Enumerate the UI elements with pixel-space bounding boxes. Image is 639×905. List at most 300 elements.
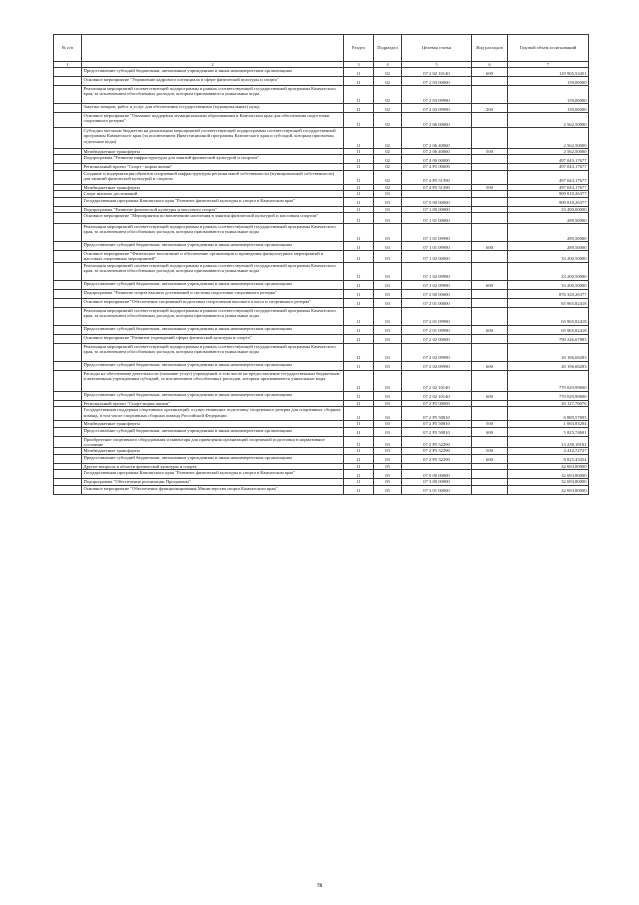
row-subsection-cell: 03 xyxy=(374,454,402,463)
row-subsection-cell: 02 xyxy=(374,86,402,104)
table-row xyxy=(54,170,589,184)
row-amount-cell: 497 043,17677 xyxy=(508,170,589,184)
row-subsection-cell: 03 xyxy=(374,448,402,454)
row-subsection-cell: 03 xyxy=(374,251,402,263)
row-number-cell xyxy=(54,262,82,280)
row-subsection-cell: 02 xyxy=(374,68,402,77)
row-amount-cell: 770 029,99600 xyxy=(508,370,589,391)
row-section-cell: 11 xyxy=(344,470,374,479)
row-section-cell: 11 xyxy=(344,251,374,263)
row-target-article-cell: 07 2 03 09990 xyxy=(402,104,472,113)
row-expense-type-cell: 200 xyxy=(472,104,508,113)
row-amount-cell: 2 562,50000 xyxy=(508,128,589,149)
row-target-article-cell: 07 2 P5 52290 xyxy=(402,454,472,463)
header-target-article: Целевая статья xyxy=(402,35,472,62)
row-subsection-cell: 03 xyxy=(374,262,402,280)
table-row xyxy=(54,213,589,224)
row-number-cell xyxy=(54,197,82,206)
row-amount-cell: 8 825,45454 xyxy=(508,454,589,463)
table-row xyxy=(54,280,589,289)
row-amount-cell: 790 226,67883 xyxy=(508,334,589,343)
row-expense-type-cell xyxy=(472,370,508,391)
row-amount-cell: 20 127,76076 xyxy=(508,400,589,406)
row-number-cell xyxy=(54,77,82,86)
row-section-cell: 11 xyxy=(344,307,374,325)
page-number: 78 xyxy=(317,884,322,889)
row-name-cell: Предоставление субсидий бюджетным, автономным учреждениям и иным некоммерческим организациям xyxy=(82,242,344,251)
row-section-cell: 11 xyxy=(344,427,374,436)
row-subsection-cell: 03 xyxy=(374,206,402,212)
row-target-article-cell: 07 1 02 09990 xyxy=(402,280,472,289)
row-name-cell: Приобретение спортивного оборудования и инвентаря для приведения организаций спортивной подготовки в нормативное состояние xyxy=(82,436,344,448)
row-name-cell: Межбюджетные трансферты xyxy=(82,421,344,427)
row-name-cell: Предоставление субсидий бюджетным, автономным учреждениям и иным некоммерческим организациям xyxy=(82,280,344,289)
row-subsection-cell: 03 xyxy=(374,421,402,427)
row-amount-cell: 33 490,00000 xyxy=(508,206,589,212)
row-number-cell xyxy=(54,298,82,307)
table-row xyxy=(54,251,589,263)
row-section-cell: 11 xyxy=(344,206,374,212)
row-subsection-cell: 03 xyxy=(374,427,402,436)
row-subsection-cell: 03 xyxy=(374,361,402,370)
row-name-cell: Предоставление субсидий бюджетным, автономным учреждениям и иным некоммерческим организациям xyxy=(82,325,344,334)
row-section-cell: 11 xyxy=(344,421,374,427)
row-amount-cell: 32 693,80000 xyxy=(508,479,589,485)
row-subsection-cell: 03 xyxy=(374,280,402,289)
row-number-cell xyxy=(54,242,82,251)
row-amount-cell: 20 196,68283 xyxy=(508,361,589,370)
row-number-cell xyxy=(54,155,82,164)
row-section-cell: 11 xyxy=(344,436,374,448)
row-name-cell: Основное мероприятие "Развитие учреждений сферы физической культуры и спорта" xyxy=(82,334,344,343)
row-name-cell: Предоставление субсидий бюджетным, автономным учреждениям и иным некоммерческим организациям xyxy=(82,68,344,77)
row-target-article-cell: 07 1 01 09990 xyxy=(402,224,472,242)
row-amount-cell: 65 965,82418 xyxy=(508,325,589,334)
row-number-cell xyxy=(54,251,82,263)
table-row xyxy=(54,343,589,361)
row-amount-cell: 65 965,82418 xyxy=(508,307,589,325)
row-name-cell: Межбюджетные трансферты xyxy=(82,184,344,190)
row-target-article-cell: 07 4 00 00000 xyxy=(402,155,472,164)
row-number-cell xyxy=(54,325,82,334)
row-amount-cell: 13 238,18181 xyxy=(508,436,589,448)
row-section-cell: 11 xyxy=(344,262,374,280)
header-subsection: Подраздел xyxy=(374,35,402,62)
row-subsection-cell: 02 xyxy=(374,128,402,149)
row-amount-cell: 2 562,50000 xyxy=(508,113,589,128)
row-subsection-cell: 05 xyxy=(374,463,402,469)
row-section-cell: 11 xyxy=(344,213,374,224)
row-number-cell xyxy=(54,470,82,479)
row-number-cell xyxy=(54,224,82,242)
header-annual-amount: Годовой объем ассигнований xyxy=(508,35,589,62)
row-name-cell: Расходы на обеспечение деятельности (оказание услуг) учреждений, в том числе на предоставление государственным бюджетным и автономным учреждениям субсидий, за исключением обособленных расходов, которым присваиваются уникальные коды xyxy=(82,370,344,391)
row-expense-type-cell xyxy=(472,262,508,280)
row-amount-cell: 876 320,26377 xyxy=(508,289,589,298)
table-row xyxy=(54,197,589,206)
row-section-cell: 11 xyxy=(344,164,374,170)
row-target-article-cell: 07 4 P5 51390 xyxy=(402,170,472,184)
row-target-article-cell: 07 2 06 40060 xyxy=(402,149,472,155)
row-number-cell xyxy=(54,307,82,325)
table-row xyxy=(54,391,589,400)
row-expense-type-cell: 600 xyxy=(472,68,508,77)
row-section-cell: 11 xyxy=(344,400,374,406)
row-expense-type-cell xyxy=(472,224,508,242)
row-number-cell xyxy=(54,280,82,289)
table-body xyxy=(54,68,589,495)
column-number-1: 1 xyxy=(54,62,82,68)
row-name-cell: Межбюджетные трансферты xyxy=(82,448,344,454)
table-row xyxy=(54,370,589,391)
row-target-article-cell: 07 4 P5 00000 xyxy=(402,164,472,170)
row-section-cell: 11 xyxy=(344,334,374,343)
row-target-article-cell: 07 2 02 00000 xyxy=(402,334,472,343)
row-name-cell: Основное мероприятие "Оказание поддержки муниципальным образованиям в Камчатском крае для обеспечения подготовки спортивного резерва" xyxy=(82,113,344,128)
row-name-cell: Реализация мероприятий соответствующей подпрограммы в рамках соответствующей государственной программы Камчатского края, за исключением обособленных расходов, которым присваиваются уникальные коды xyxy=(82,86,344,104)
row-amount-cell: 289,50000 xyxy=(508,213,589,224)
row-number-cell xyxy=(54,334,82,343)
table-row xyxy=(54,307,589,325)
row-section-cell: 11 xyxy=(344,149,374,155)
column-number-4: 4 xyxy=(374,62,402,68)
row-name-cell: Основное мероприятие "Управление кадрового потенциала в сфере физической культуры и спорта" xyxy=(82,77,344,86)
row-subsection-cell: 02 xyxy=(374,184,402,190)
table-row xyxy=(54,68,589,77)
row-target-article-cell: 07 1 01 09990 xyxy=(402,242,472,251)
row-amount-cell: 5 825,74691 xyxy=(508,427,589,436)
row-expense-type-cell xyxy=(472,77,508,86)
row-amount-cell: 32 693,80000 xyxy=(508,470,589,479)
row-section-cell: 11 xyxy=(344,361,374,370)
row-expense-type-cell xyxy=(472,86,508,104)
table-row xyxy=(54,325,589,334)
row-subsection-cell: 03 xyxy=(374,334,402,343)
row-number-cell xyxy=(54,454,82,463)
table-row xyxy=(54,298,589,307)
row-amount-cell: 770 029,99600 xyxy=(508,391,589,400)
row-target-article-cell: 07 1 02 09990 xyxy=(402,262,472,280)
row-expense-type-cell xyxy=(472,485,508,494)
row-amount-cell: 33 200,50000 xyxy=(508,262,589,280)
table-row xyxy=(54,454,589,463)
row-target-article-cell: 07 4 P5 51390 xyxy=(402,184,472,190)
row-expense-type-cell: 600 xyxy=(472,427,508,436)
row-subsection-cell: 02 xyxy=(374,77,402,86)
table-row xyxy=(54,361,589,370)
row-target-article-cell: 07 2 06 00000 xyxy=(402,113,472,128)
row-target-article-cell: 07 2 06 40060 xyxy=(402,128,472,149)
table-row xyxy=(54,77,589,86)
row-target-article-cell: 07 2 02 09990 xyxy=(402,343,472,361)
row-name-cell: Подпрограмма "Развитие спорта высших достижений и системы подготовки спортивного резерва" xyxy=(82,289,344,298)
row-name-cell: Подпрограмма "Обеспечение реализации Программы" xyxy=(82,479,344,485)
row-expense-type-cell xyxy=(472,170,508,184)
row-expense-type-cell xyxy=(472,128,508,149)
row-expense-type-cell xyxy=(472,155,508,164)
row-number-cell xyxy=(54,407,82,421)
row-subsection-cell: 05 xyxy=(374,479,402,485)
row-target-article-cell: 07 2 P5 50810 xyxy=(402,407,472,421)
row-section-cell: 11 xyxy=(344,242,374,251)
row-expense-type-cell xyxy=(472,334,508,343)
row-name-cell: Создание и модернизация объектов спортивной инфраструктуры региональной собственности (муниципальной собственности) для занятий физической культурой и спортом xyxy=(82,170,344,184)
table-row xyxy=(54,407,589,421)
row-name-cell: Спорт высших достижений xyxy=(82,191,344,197)
row-subsection-cell: 03 xyxy=(374,391,402,400)
table-row xyxy=(54,86,589,104)
row-amount-cell: 159,00000 xyxy=(508,104,589,113)
row-amount-cell: 32 693,80000 xyxy=(508,463,589,469)
table-row xyxy=(54,289,589,298)
row-target-article-cell: 07 2 01 09990 xyxy=(402,325,472,334)
row-section-cell: 11 xyxy=(344,454,374,463)
row-number-cell xyxy=(54,170,82,184)
table-row xyxy=(54,224,589,242)
row-subsection-cell: 03 xyxy=(374,370,402,391)
row-amount-cell: 159,00000 xyxy=(508,86,589,104)
column-number-3: 3 xyxy=(344,62,374,68)
table-row xyxy=(54,113,589,128)
row-name-cell: Основное мероприятие "Обеспечение спортивной подготовки спортсменов высокого класса и спортивного резерва" xyxy=(82,298,344,307)
row-subsection-cell: 03 xyxy=(374,213,402,224)
row-expense-type-cell: 600 xyxy=(472,325,508,334)
table-row xyxy=(54,485,589,494)
row-name-cell: Основное мероприятие "Мероприятия по вовлечению населения в занятия физической культурой и массовым спортом" xyxy=(82,213,344,224)
header-number: № п/п xyxy=(54,35,82,62)
table-row xyxy=(54,155,589,164)
row-section-cell: 11 xyxy=(344,86,374,104)
row-amount-cell: 129 905,53451 xyxy=(508,68,589,77)
row-subsection-cell: 03 xyxy=(374,307,402,325)
column-number-7: 7 xyxy=(508,62,589,68)
row-section-cell: 11 xyxy=(344,77,374,86)
row-amount-cell: 159,00000 xyxy=(508,77,589,86)
row-subsection-cell: 05 xyxy=(374,485,402,494)
row-target-article-cell: 07 2 P5 50810 xyxy=(402,421,472,427)
row-amount-cell: 6 889,57895 xyxy=(508,407,589,421)
row-section-cell: 11 xyxy=(344,155,374,164)
row-number-cell xyxy=(54,436,82,448)
row-section-cell: 11 xyxy=(344,170,374,184)
table-row xyxy=(54,334,589,343)
row-expense-type-cell: 600 xyxy=(472,242,508,251)
row-subsection-cell: 02 xyxy=(374,170,402,184)
row-amount-cell: 65 965,82418 xyxy=(508,298,589,307)
row-name-cell: Государственная программа Камчатского края "Развитие физической культуры и спорта в Камчатском крае" xyxy=(82,470,344,479)
row-section-cell: 11 xyxy=(344,184,374,190)
row-amount-cell: 2 562,50000 xyxy=(508,149,589,155)
row-number-cell xyxy=(54,68,82,77)
row-expense-type-cell xyxy=(472,307,508,325)
row-section-cell: 11 xyxy=(344,68,374,77)
row-expense-type-cell: 500 xyxy=(472,421,508,427)
row-target-article-cell: 07 3 01 00000 xyxy=(402,485,472,494)
row-amount-cell: 497 043,17677 xyxy=(508,184,589,190)
row-expense-type-cell: 600 xyxy=(472,454,508,463)
row-number-cell xyxy=(54,128,82,149)
row-expense-type-cell: 600 xyxy=(472,391,508,400)
row-expense-type-cell xyxy=(472,289,508,298)
row-subsection-cell: 03 xyxy=(374,436,402,448)
row-name-cell: Государственная программа Камчатского края "Развитие физической культуры и спорта в Камчатском крае" xyxy=(82,197,344,206)
table-row xyxy=(54,128,589,149)
row-target-article-cell: 07 2 02 10140 xyxy=(402,370,472,391)
row-expense-type-cell: 600 xyxy=(472,361,508,370)
row-name-cell: Предоставление субсидий бюджетным, автономным учреждениям и иным некоммерческим организациям xyxy=(82,391,344,400)
row-number-cell xyxy=(54,289,82,298)
row-target-article-cell: 07 2 01 09990 xyxy=(402,307,472,325)
row-subsection-cell: 03 xyxy=(374,400,402,406)
row-target-article-cell: 07 2 P5 52290 xyxy=(402,436,472,448)
row-subsection-cell: 05 xyxy=(374,470,402,479)
row-number-cell xyxy=(54,343,82,361)
column-number-5: 5 xyxy=(402,62,472,68)
row-target-article-cell: 07 2 01 00000 xyxy=(402,298,472,307)
row-target-article-cell: 07 2 P5 52290 xyxy=(402,448,472,454)
row-number-cell xyxy=(54,104,82,113)
row-section-cell: 11 xyxy=(344,448,374,454)
row-number-cell xyxy=(54,391,82,400)
header-section: Раздел xyxy=(344,35,374,62)
column-number-6: 6 xyxy=(472,62,508,68)
row-amount-cell: 33 200,50000 xyxy=(508,280,589,289)
row-section-cell: 11 xyxy=(344,128,374,149)
row-expense-type-cell: 500 xyxy=(472,149,508,155)
row-section-cell: 11 xyxy=(344,280,374,289)
row-subsection-cell: 02 xyxy=(374,164,402,170)
row-expense-type-cell xyxy=(472,213,508,224)
row-section-cell: 11 xyxy=(344,479,374,485)
row-target-article-cell: 07 2 03 09990 xyxy=(402,86,472,104)
row-target-article-cell: 07 2 P5 50810 xyxy=(402,427,472,436)
row-amount-cell: 289,50000 xyxy=(508,224,589,242)
row-number-cell xyxy=(54,113,82,128)
row-name-cell: Предоставление субсидий бюджетным, автономным учреждениям и иным некоммерческим организациям xyxy=(82,427,344,436)
row-number-cell xyxy=(54,485,82,494)
table-row xyxy=(54,470,589,479)
row-subsection-cell: 03 xyxy=(374,325,402,334)
row-subsection-cell: 02 xyxy=(374,155,402,164)
row-subsection-cell: 03 xyxy=(374,242,402,251)
row-amount-cell: 909 810,26377 xyxy=(508,197,589,206)
row-section-cell: 11 xyxy=(344,463,374,469)
row-section-cell: 11 xyxy=(344,289,374,298)
row-target-article-cell: 07 1 02 00000 xyxy=(402,251,472,263)
row-name-cell: Другие вопросы в области физической культуры и спорта xyxy=(82,463,344,469)
row-subsection-cell: 03 xyxy=(374,289,402,298)
row-amount-cell: 33 200,50000 xyxy=(508,251,589,263)
row-name-cell: Подпрограмма "Развитие инфраструктуры для занятий физической культурой и спортом" xyxy=(82,155,344,164)
row-expense-type-cell xyxy=(472,251,508,263)
row-section-cell: 11 xyxy=(344,224,374,242)
column-number-2: 2 xyxy=(82,62,344,68)
table-row xyxy=(54,427,589,436)
row-subsection-cell: 02 xyxy=(374,113,402,128)
row-number-cell xyxy=(54,213,82,224)
row-expense-type-cell: 500 xyxy=(472,184,508,190)
row-expense-type-cell xyxy=(472,343,508,361)
row-section-cell: 11 xyxy=(344,370,374,391)
row-subsection-cell: 02 xyxy=(374,149,402,155)
row-expense-type-cell: 600 xyxy=(472,280,508,289)
row-subsection-cell: 03 xyxy=(374,191,402,197)
table-row xyxy=(54,436,589,448)
row-subsection-cell: 03 xyxy=(374,298,402,307)
row-target-article-cell: 07 2 P5 00000 xyxy=(402,400,472,406)
row-expense-type-cell xyxy=(472,436,508,448)
row-expense-type-cell xyxy=(472,113,508,128)
row-amount-cell: 497 043,17677 xyxy=(508,164,589,170)
row-subsection-cell: 03 xyxy=(374,407,402,421)
row-target-article-cell: 07 1 00 00000 xyxy=(402,206,472,212)
row-name-cell: Предоставление субсидий бюджетным, автономным учреждениям и иным некоммерческим организациям xyxy=(82,361,344,370)
row-section-cell: 11 xyxy=(344,191,374,197)
row-target-article-cell: 07 1 01 00000 xyxy=(402,213,472,224)
row-section-cell: 11 xyxy=(344,197,374,206)
table-row xyxy=(54,242,589,251)
row-section-cell: 11 xyxy=(344,113,374,128)
row-subsection-cell: 03 xyxy=(374,343,402,361)
row-amount-cell: 20 196,68283 xyxy=(508,343,589,361)
row-name-cell: Подпрограмма "Развитие физической культуры и массового спорта" xyxy=(82,206,344,212)
row-expense-type-cell xyxy=(472,197,508,206)
row-subsection-cell: 03 xyxy=(374,224,402,242)
row-name-cell: Реализация мероприятий соответствующей подпрограммы в рамках соответствующей государственной программы Камчатского края, за исключением обособленных расходов, которым присваиваются уникальные коды xyxy=(82,307,344,325)
row-name-cell: Субсидии местным бюджетам на реализацию мероприятий соответствующей подпрограммы соответствующей государственной программы Камчатского края (за исключением Инвестиционной программы Камчатского края и субсидий, которым присвоены отдельные коды) xyxy=(82,128,344,149)
row-expense-type-cell xyxy=(472,407,508,421)
row-number-cell xyxy=(54,427,82,436)
row-amount-cell: 909 810,26377 xyxy=(508,191,589,197)
row-number-cell xyxy=(54,370,82,391)
budget-table xyxy=(53,34,589,495)
row-name-cell: Региональный проект "Спорт - норма жизни" xyxy=(82,164,344,170)
row-target-article-cell: 07 0 00 00000 xyxy=(402,197,472,206)
row-target-article-cell: 07 2 02 10140 xyxy=(402,68,472,77)
row-amount-cell: 32 693,80000 xyxy=(508,485,589,494)
row-section-cell: 11 xyxy=(344,343,374,361)
table-row xyxy=(54,262,589,280)
row-name-cell: Межбюджетные трансферты xyxy=(82,149,344,155)
row-expense-type-cell: 500 xyxy=(472,448,508,454)
row-target-article-cell: 07 0 00 00000 xyxy=(402,470,472,479)
row-name-cell: Государственная поддержка спортивных организаций, осуществляющих подготовку спортивного резерва для спортивных сборных команд, в том числе спортивных сборных команд Российской Федерации xyxy=(82,407,344,421)
row-section-cell: 11 xyxy=(344,407,374,421)
row-subsection-cell: 02 xyxy=(374,104,402,113)
row-name-cell: Предоставление субсидий бюджетным, автономным учреждениям и иным некоммерческим организациям xyxy=(82,454,344,463)
row-amount-cell: 4 412,72727 xyxy=(508,448,589,454)
row-section-cell: 11 xyxy=(344,485,374,494)
row-name-cell: Основное мероприятие "Обеспечение функционирования Министерства спорта Камчатского края" xyxy=(82,485,344,494)
row-amount-cell: 1 063,83204 xyxy=(508,421,589,427)
row-number-cell xyxy=(54,361,82,370)
row-target-article-cell: 07 2 00 00000 xyxy=(402,289,472,298)
row-target-article-cell: 07 3 00 00000 xyxy=(402,479,472,485)
row-name-cell: Региональный проект "Спорт-норма жизни" xyxy=(82,400,344,406)
table-row xyxy=(54,104,589,113)
row-expense-type-cell xyxy=(472,298,508,307)
row-name-cell: Реализация мероприятий соответствующей подпрограммы в рамках соответствующей государственной программы Камчатского края, за исключением обособленных расходов, которым присваиваются уникальные коды xyxy=(82,224,344,242)
row-amount-cell: 497 043,17677 xyxy=(508,155,589,164)
row-name-cell: Реализация мероприятий соответствующей подпрограммы в рамках соответствующей государственной программы Камчатского края, за исключением обособленных расходов, которым присваиваются уникальные коды xyxy=(82,262,344,280)
row-expense-type-cell xyxy=(472,470,508,479)
row-section-cell: 11 xyxy=(344,391,374,400)
row-target-article-cell: 07 2 02 10140 xyxy=(402,391,472,400)
row-target-article-cell: 07 2 03 00000 xyxy=(402,77,472,86)
row-subsection-cell: 03 xyxy=(374,197,402,206)
row-section-cell: 11 xyxy=(344,298,374,307)
row-name-cell: Закупка товаров, работ и услуг для обеспечения государственных (муниципальных) нужд xyxy=(82,104,344,113)
